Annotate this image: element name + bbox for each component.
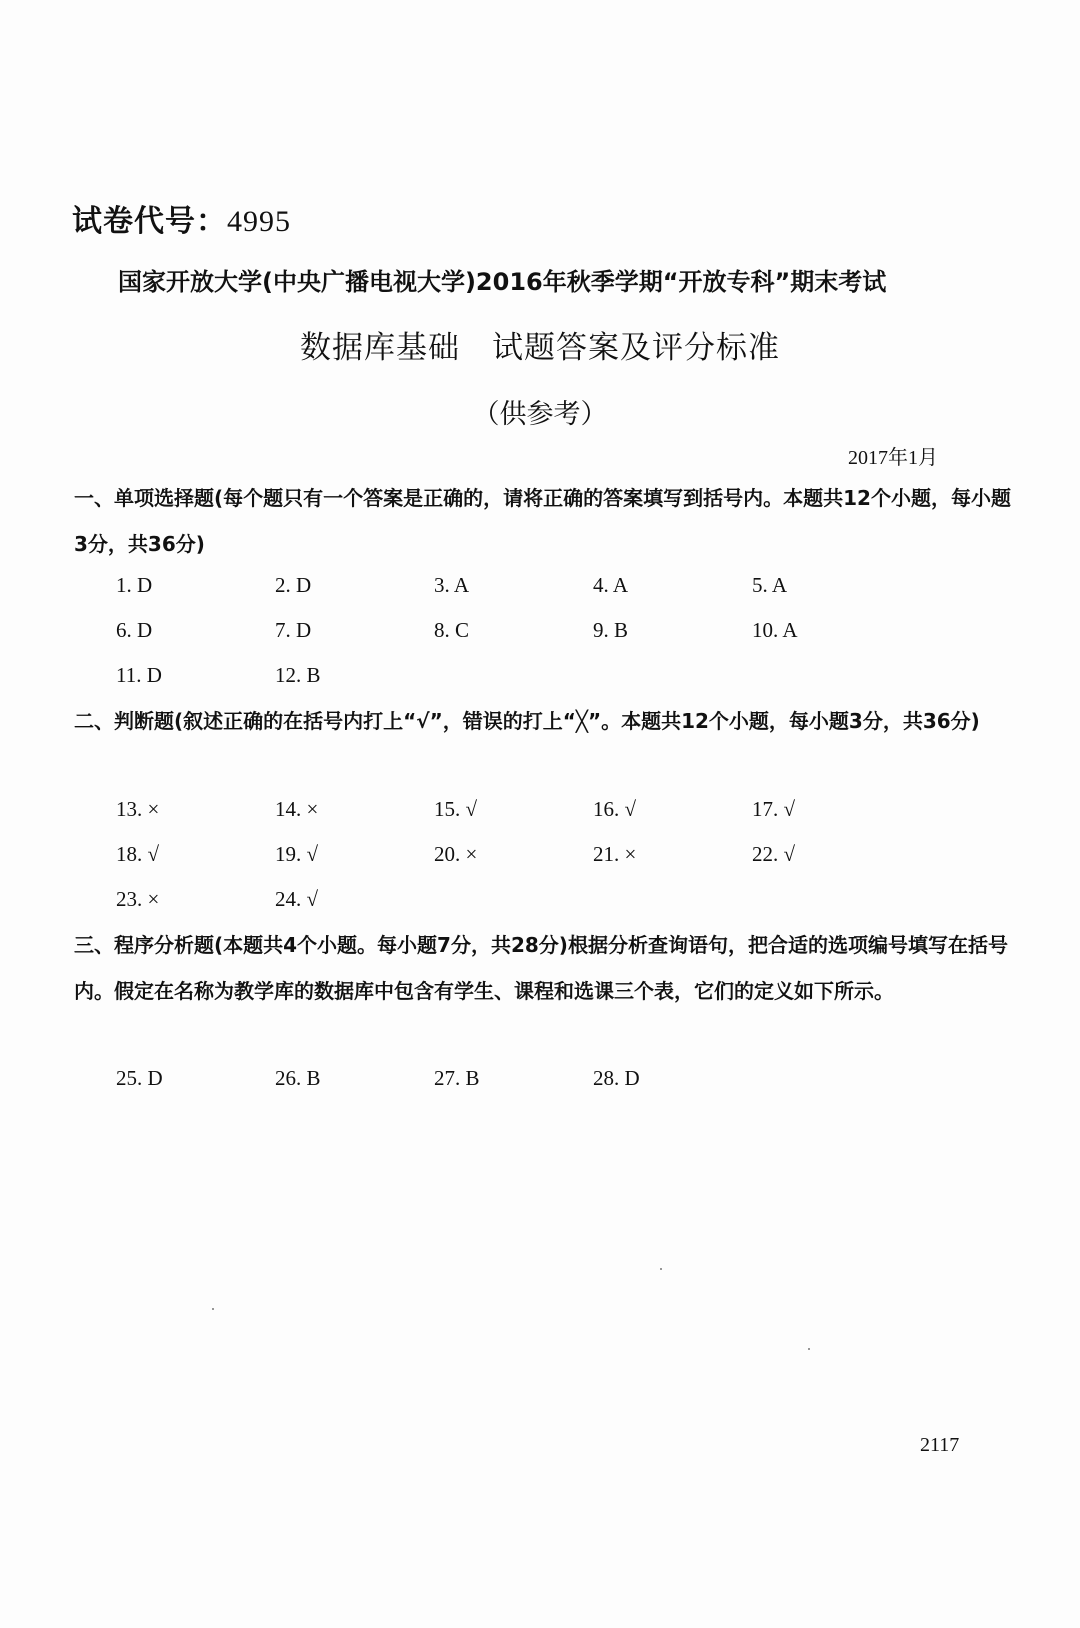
answer-item: 12. B: [275, 663, 321, 687]
answer-item: 5. A: [752, 573, 788, 597]
answer-item: 16. √: [593, 797, 637, 821]
paper-code-number: 4995: [227, 205, 291, 238]
section-heading-program-analysis: 三、程序分析题(本题共4个小题。每小题7分，共28分)根据分析查询语句，把合适的选项编号填写在括号内。假定在名称为教学库的数据库中包含有学生、课程和选课三个表，它们的定义如下所示。: [74, 933, 1008, 1003]
scan-speck: [212, 1308, 214, 1310]
answer-item: 25. D: [116, 1066, 163, 1090]
answer-item: 8. C: [434, 618, 470, 642]
answer-item: 22. √: [752, 842, 796, 866]
exam-date: 2017年1月: [848, 447, 938, 469]
section-heading-true-false: 二、判断题(叙述正确的在括号内打上“√”，错误的打上“╳”。本题共12个小题，每小题3分，共36分): [74, 709, 980, 733]
answer-item: 2. D: [275, 573, 312, 597]
answer-item: 6. D: [116, 618, 153, 642]
answer-item: 9. B: [593, 618, 629, 642]
answer-item: 23. ×: [116, 887, 160, 911]
answer-item: 4. A: [593, 573, 629, 597]
page-number: 2117: [920, 1434, 960, 1456]
answer-item: 19. √: [275, 842, 319, 866]
document-title: 数据库基础 试题答案及评分标准: [300, 330, 780, 366]
answer-item: 15. √: [434, 797, 478, 821]
paper-code: [72, 196, 291, 240]
answer-item: 13. ×: [116, 797, 160, 821]
exam-title: 国家开放大学(中央广播电视大学)2016年秋季学期“开放专科”期末考试: [118, 268, 887, 296]
paper-code-label: 试卷代号：: [72, 204, 227, 239]
answer-item: 24. √: [275, 887, 319, 911]
answer-item: 7. D: [275, 618, 312, 642]
answer-item: 27. B: [434, 1066, 480, 1090]
answer-item: 26. B: [275, 1066, 321, 1090]
answer-item: 17. √: [752, 797, 796, 821]
section-heading-single-choice: 一、单项选择题(每个题只有一个答案是正确的，请将正确的答案填写到括号内。本题共12个小题，每小题3分，共36分): [74, 486, 1011, 556]
answer-item: 1. D: [116, 573, 153, 597]
scan-speck: [808, 1348, 810, 1350]
answer-item: 28. D: [593, 1066, 640, 1090]
answer-item: 20. ×: [434, 842, 478, 866]
answer-item: 14. ×: [275, 797, 319, 821]
answer-item: 3. A: [434, 573, 470, 597]
answer-item: 21. ×: [593, 842, 637, 866]
answer-item: 11. D: [116, 663, 162, 687]
document-subtitle: （供参考）: [472, 399, 608, 430]
scan-speck: [660, 1268, 662, 1270]
answer-item: 10. A: [752, 618, 798, 642]
answer-item: 18. √: [116, 842, 160, 866]
